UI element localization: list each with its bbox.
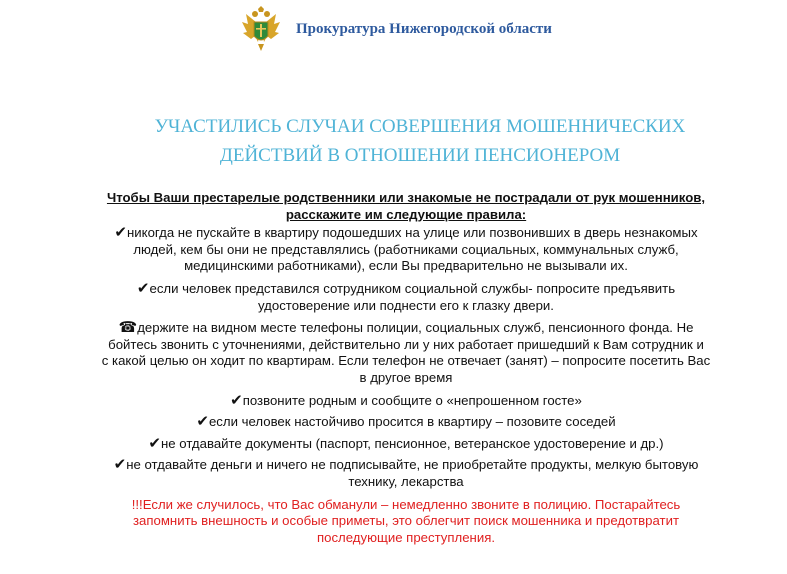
- intro-text: [48, 190, 764, 223]
- rule-line: [48, 414, 764, 431]
- header: [238, 6, 552, 52]
- checkmark-icon: ✔: [113, 456, 127, 474]
- title-line: УЧАСТИЛИСЬ СЛУЧАИ СОВЕРШЕНИЯ МОШЕННИЧЕСКИХ: [154, 116, 686, 137]
- rule-line: в другое время: [359, 369, 453, 385]
- rule-item: [48, 414, 764, 431]
- rule-text: если человек настойчиво просится в квартиру – позовите соседей: [208, 414, 616, 430]
- double-headed-eagle-emblem-icon: [238, 6, 284, 52]
- warning-text: [48, 497, 764, 547]
- rules-content: [48, 190, 764, 546]
- checkmark-icon: ✔: [230, 391, 243, 409]
- page-title: [60, 112, 780, 170]
- rule-item: [48, 320, 764, 386]
- checkmark-icon: ✔: [148, 434, 161, 452]
- organization-name: Прокуратура Нижегородской области: [296, 20, 552, 37]
- intro-line: Чтобы Ваши престарелые родственники или знакомые не пострадали от рук мошенников,: [106, 190, 706, 205]
- telephone-icon: ☎: [118, 319, 138, 337]
- rule-line: [48, 457, 764, 474]
- rule-line: бойтесь звонить с уточнениями, действительно ли у них работает пришедший к Вам сотрудник и: [108, 336, 704, 352]
- rule-line: [48, 320, 764, 337]
- checkmark-icon: ✔: [136, 279, 150, 297]
- rule-item: [48, 281, 764, 314]
- rule-line: [48, 225, 764, 242]
- rule-line: с какой целью он ходит по квартирам. Если телефон не отвечает (занят) – попросите посетить Вас: [101, 353, 711, 369]
- rule-line: технику, лекарства: [348, 473, 464, 489]
- rule-line: медицинскими работниками), если Вы предварительно не вызывали их.: [184, 258, 628, 274]
- checkmark-icon: ✔: [114, 224, 127, 242]
- rule-line: удостоверение или поднести его к глазку двери.: [258, 297, 554, 313]
- rule-item: [48, 457, 764, 490]
- rule-line: людей, кем бы они не представлялись (работниками социальных, коммунальных служб,: [133, 241, 679, 257]
- warning-line: !!!Если же случилось, что Вас обманули – немедленно звоните в полицию. Постарайтесь: [131, 496, 681, 512]
- rule-item: [48, 436, 764, 453]
- rule-item: [48, 225, 764, 275]
- rule-line: [48, 281, 764, 298]
- rule-text: не отдавайте деньги и ничего не подписывайте, не приобретайте продукты, мелкую бытовую: [126, 457, 699, 473]
- rule-text: никогда не пускайте в квартиру подошедших на улице или позвонивших в дверь незнакомых: [127, 225, 698, 241]
- rule-item: [48, 393, 764, 410]
- warning-line: последующие преступления.: [316, 529, 495, 545]
- warning-line: запомнить внешность и особые приметы, это облегчит поиск мошенника и предотвратит: [133, 513, 679, 529]
- rule-text: если человек представился сотрудником социальной службы- попросите предъявить: [149, 280, 676, 296]
- rule-line: [48, 436, 764, 453]
- rule-text: позвоните родным и сообщите о «непрошенном госте»: [242, 392, 582, 408]
- rule-text: держите на видном месте телефоны полиции, социальных служб, пенсионного фонда. Не: [137, 320, 694, 336]
- title-line: ДЕЙСТВИЙ В ОТНОШЕНИИ ПЕНСИОНЕРОМ: [219, 145, 621, 166]
- rule-text: не отдавайте документы (паспорт, пенсионное, ветеранское удостоверение и др.): [161, 435, 664, 451]
- intro-line: расскажите им следующие правила:: [285, 206, 527, 222]
- rule-line: [48, 393, 764, 410]
- checkmark-icon: ✔: [196, 413, 209, 431]
